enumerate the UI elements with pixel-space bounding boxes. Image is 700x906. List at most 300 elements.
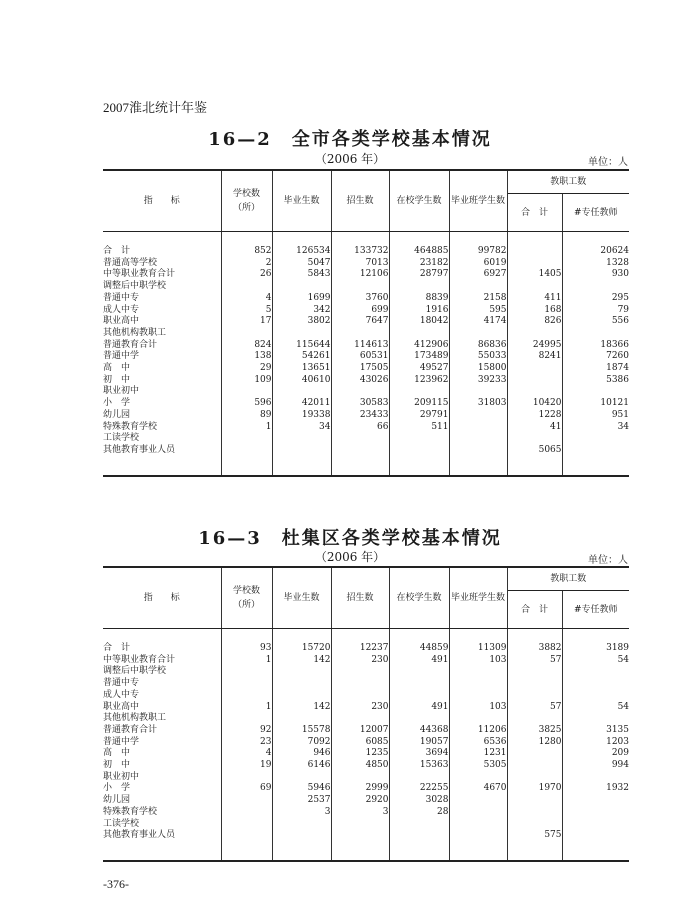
graduates-cell bbox=[272, 819, 331, 831]
enrollment-cell: 23433 bbox=[331, 410, 389, 422]
table-row bbox=[103, 725, 629, 737]
teachers-cell bbox=[562, 713, 629, 725]
grad-class-cell: 86836 bbox=[449, 340, 507, 352]
schools-cell: 4 bbox=[221, 293, 272, 305]
in-school-cell: 29791 bbox=[389, 410, 449, 422]
table-row bbox=[103, 666, 629, 678]
teachers-cell bbox=[562, 281, 629, 293]
graduates-cell: 40610 bbox=[272, 375, 331, 387]
table-row bbox=[103, 748, 629, 760]
schools-cell: 89 bbox=[221, 410, 272, 422]
row-label: 普通高等学校 bbox=[103, 258, 221, 270]
grad-class-cell: 103 bbox=[449, 655, 507, 667]
schools-cell bbox=[221, 678, 272, 690]
staff-total-header: 合 计 bbox=[507, 194, 562, 232]
graduates-cell: 3 bbox=[272, 807, 331, 819]
spacer-cell bbox=[331, 629, 389, 644]
in-school-cell: 3694 bbox=[389, 748, 449, 760]
enrollment-cell: 60531 bbox=[331, 351, 389, 363]
graduates-cell: 342 bbox=[272, 305, 331, 317]
row-label: 其他机构教职工 bbox=[103, 328, 221, 340]
table-row bbox=[103, 340, 629, 352]
spacer-row bbox=[103, 842, 629, 861]
spacer-cell bbox=[331, 232, 389, 247]
graduates-cell: 3802 bbox=[272, 316, 331, 328]
table-row bbox=[103, 795, 629, 807]
staff-total-cell bbox=[507, 258, 562, 270]
grad-class-header: 毕业班学生数 bbox=[449, 170, 507, 232]
graduates-cell bbox=[272, 281, 331, 293]
schools-cell bbox=[221, 819, 272, 831]
grad-class-cell bbox=[449, 713, 507, 725]
grad-class-cell bbox=[449, 422, 507, 434]
in-school-cell bbox=[389, 819, 449, 831]
grad-class-cell: 5305 bbox=[449, 760, 507, 772]
in-school-cell bbox=[389, 386, 449, 398]
enrollment-cell: 12237 bbox=[331, 643, 389, 655]
table-row bbox=[103, 445, 629, 457]
grad-class-cell bbox=[449, 807, 507, 819]
graduates-cell: 13651 bbox=[272, 363, 331, 375]
grad-class-cell: 6927 bbox=[449, 269, 507, 281]
table-row bbox=[103, 246, 629, 258]
spacer-cell bbox=[103, 457, 221, 476]
row-label: 职业高中 bbox=[103, 702, 221, 714]
indicator-header: 指 标 bbox=[103, 170, 221, 232]
grad-class-cell bbox=[449, 772, 507, 784]
graduates-cell: 5946 bbox=[272, 783, 331, 795]
graduates-cell: 15578 bbox=[272, 725, 331, 737]
graduates-header: 毕业生数 bbox=[272, 567, 331, 629]
schools-cell bbox=[221, 772, 272, 784]
table-row bbox=[103, 258, 629, 270]
grad-class-cell: 11206 bbox=[449, 725, 507, 737]
staff-total-cell bbox=[507, 819, 562, 831]
running-header: 2007淮北统计年鉴 bbox=[103, 100, 208, 115]
row-label: 普通中专 bbox=[103, 293, 221, 305]
spacer-cell bbox=[272, 232, 331, 247]
enrollment-cell bbox=[331, 713, 389, 725]
grad-class-cell: 4174 bbox=[449, 316, 507, 328]
enrollment-cell: 230 bbox=[331, 655, 389, 667]
row-label: 职业高中 bbox=[103, 316, 221, 328]
spacer-cell bbox=[449, 629, 507, 644]
spacer-cell bbox=[221, 842, 272, 861]
enrollment-header: 招生数 bbox=[331, 170, 389, 232]
table-row bbox=[103, 830, 629, 842]
staff-total-cell bbox=[507, 375, 562, 387]
enrollment-cell: 17505 bbox=[331, 363, 389, 375]
enrollment-cell bbox=[331, 819, 389, 831]
row-label: 小 学 bbox=[103, 783, 221, 795]
table-row bbox=[103, 702, 629, 714]
table-row bbox=[103, 293, 629, 305]
row-label: 合 计 bbox=[103, 246, 221, 258]
spacer-cell bbox=[389, 232, 449, 247]
grad-class-cell bbox=[449, 433, 507, 445]
table-row bbox=[103, 386, 629, 398]
teachers-cell bbox=[562, 819, 629, 831]
unit-label: 单位：人 bbox=[588, 157, 628, 168]
in-school-cell: 49527 bbox=[389, 363, 449, 375]
in-school-cell bbox=[389, 666, 449, 678]
graduates-cell bbox=[272, 386, 331, 398]
grad-class-cell bbox=[449, 445, 507, 457]
graduates-cell bbox=[272, 690, 331, 702]
teachers-header: #专任教师 bbox=[562, 591, 629, 629]
teachers-cell bbox=[562, 445, 629, 457]
row-label: 工读学校 bbox=[103, 819, 221, 831]
graduates-cell bbox=[272, 678, 331, 690]
graduates-cell bbox=[272, 328, 331, 340]
spacer-cell bbox=[389, 457, 449, 476]
table-title: 16—3 杜集区各类学校基本情况 bbox=[198, 528, 502, 549]
enrollment-cell bbox=[331, 445, 389, 457]
grad-class-cell bbox=[449, 666, 507, 678]
grad-class-cell bbox=[449, 819, 507, 831]
graduates-cell bbox=[272, 433, 331, 445]
schools-cell bbox=[221, 445, 272, 457]
table-row bbox=[103, 433, 629, 445]
staff-total-cell bbox=[507, 795, 562, 807]
enrollment-cell: 66 bbox=[331, 422, 389, 434]
in-school-cell: 28 bbox=[389, 807, 449, 819]
grad-class-cell: 6019 bbox=[449, 258, 507, 270]
schools-cell bbox=[221, 830, 272, 842]
in-school-cell: 19057 bbox=[389, 737, 449, 749]
table-row bbox=[103, 351, 629, 363]
grad-class-cell bbox=[449, 281, 507, 293]
grad-class-cell bbox=[449, 410, 507, 422]
teachers-cell: 556 bbox=[611, 316, 630, 327]
teachers-cell: 20624 bbox=[600, 246, 630, 256]
in-school-cell bbox=[389, 433, 449, 445]
in-school-cell: 123962 bbox=[389, 375, 449, 387]
page-number: -376- bbox=[103, 877, 129, 891]
schools-cell: 26 bbox=[221, 269, 272, 281]
in-school-cell bbox=[389, 281, 449, 293]
row-label: 初 中 bbox=[103, 760, 221, 772]
teachers-cell: 7260 bbox=[606, 351, 630, 362]
spacer-cell bbox=[562, 842, 629, 861]
spacer-cell bbox=[221, 629, 272, 644]
in-school-cell bbox=[389, 328, 449, 340]
enrollment-cell: 30583 bbox=[331, 398, 389, 410]
grad-class-cell: 2158 bbox=[449, 293, 507, 305]
table-row bbox=[103, 737, 629, 749]
grad-class-cell: 4670 bbox=[449, 783, 507, 795]
table-row bbox=[103, 713, 629, 725]
graduates-cell: 1699 bbox=[272, 293, 331, 305]
grad-class-cell: 99782 bbox=[449, 246, 507, 258]
table-row bbox=[103, 375, 629, 387]
row-label: 普通中学 bbox=[103, 351, 221, 363]
row-label: 幼儿园 bbox=[103, 410, 221, 422]
graduates-cell bbox=[272, 830, 331, 842]
spacer-row bbox=[103, 457, 629, 476]
table-row bbox=[103, 316, 629, 328]
staff-total-cell: 168 bbox=[507, 305, 562, 317]
table-body bbox=[103, 232, 629, 476]
in-school-cell: 18042 bbox=[389, 316, 449, 328]
spacer-cell bbox=[507, 842, 562, 861]
in-school-cell: 23182 bbox=[389, 258, 449, 270]
spacer-cell bbox=[272, 457, 331, 476]
grad-class-cell: 6536 bbox=[449, 737, 507, 749]
teachers-cell: 209 bbox=[611, 748, 630, 759]
row-label: 特殊教育学校 bbox=[103, 807, 221, 819]
teachers-cell: 10121 bbox=[600, 398, 630, 409]
schools-cell: 17 bbox=[221, 316, 272, 328]
staff-total-cell: 41 bbox=[507, 422, 562, 434]
enrollment-cell bbox=[331, 433, 389, 445]
schools-header: 学校数（所） bbox=[221, 567, 272, 629]
unit-label: 单位：人 bbox=[588, 555, 628, 566]
teachers-cell: 18366 bbox=[600, 339, 630, 350]
grad-class-cell: 103 bbox=[449, 702, 507, 714]
table-year: （2006 年） bbox=[314, 550, 386, 564]
in-school-header: 在校学生数 bbox=[389, 567, 449, 629]
teachers-cell bbox=[562, 433, 629, 445]
graduates-cell: 34 bbox=[272, 422, 331, 434]
schools-cell: 93 bbox=[221, 643, 272, 655]
enrollment-cell: 7013 bbox=[331, 258, 389, 270]
teachers-cell bbox=[562, 807, 629, 819]
staff-total-cell: 826 bbox=[507, 316, 562, 328]
staff-total-cell: 5065 bbox=[507, 445, 562, 457]
enrollment-cell: 114613 bbox=[331, 340, 389, 352]
in-school-cell: 412906 bbox=[389, 340, 449, 352]
spacer-cell bbox=[507, 457, 562, 476]
graduates-cell: 42011 bbox=[272, 398, 331, 410]
table-row bbox=[103, 690, 629, 702]
enrollment-cell bbox=[331, 690, 389, 702]
staff-total-cell: 1405 bbox=[507, 269, 562, 281]
table-row bbox=[103, 819, 629, 831]
row-label: 其他机构教职工 bbox=[103, 713, 221, 725]
schools-cell: 1 bbox=[221, 655, 272, 667]
in-school-cell: 209115 bbox=[389, 398, 449, 410]
in-school-header: 在校学生数 bbox=[389, 170, 449, 232]
row-label: 成人中专 bbox=[103, 690, 221, 702]
row-label: 调整后中职学校 bbox=[103, 666, 221, 678]
teachers-cell: 3135 bbox=[606, 724, 630, 735]
schools-cell bbox=[221, 690, 272, 702]
teachers-cell: 1874 bbox=[606, 363, 630, 374]
spacer-cell bbox=[103, 629, 221, 644]
in-school-cell bbox=[389, 678, 449, 690]
graduates-cell: 19338 bbox=[272, 410, 331, 422]
spacer-cell bbox=[221, 232, 272, 247]
graduates-cell: 142 bbox=[272, 655, 331, 667]
spacer-cell bbox=[562, 457, 629, 476]
staff-total-cell: 57 bbox=[507, 655, 562, 667]
row-label: 中等职业教育合计 bbox=[103, 269, 221, 281]
in-school-cell: 28797 bbox=[389, 269, 449, 281]
schools-cell: 19 bbox=[221, 760, 272, 772]
graduates-header: 毕业生数 bbox=[272, 170, 331, 232]
in-school-cell bbox=[389, 713, 449, 725]
staff-group-header: 教职工数 bbox=[507, 567, 629, 591]
staff-total-cell bbox=[507, 748, 562, 760]
row-label: 其他教育事业人员 bbox=[103, 445, 221, 457]
grad-class-cell bbox=[449, 678, 507, 690]
schools-cell: 596 bbox=[221, 398, 272, 410]
enrollment-cell: 133732 bbox=[331, 246, 389, 258]
table-year: （2006 年） bbox=[314, 152, 386, 166]
spacer-cell bbox=[389, 842, 449, 861]
statistics-table bbox=[103, 169, 629, 477]
staff-total-cell bbox=[507, 772, 562, 784]
spacer-cell bbox=[389, 629, 449, 644]
enrollment-cell bbox=[331, 281, 389, 293]
staff-total-cell bbox=[507, 678, 562, 690]
row-label: 普通教育合计 bbox=[103, 340, 221, 352]
schools-cell: 2 bbox=[221, 258, 272, 270]
enrollment-cell bbox=[331, 830, 389, 842]
staff-total-cell: 1280 bbox=[507, 737, 562, 749]
spacer-cell bbox=[449, 232, 507, 247]
enrollment-cell: 3760 bbox=[331, 293, 389, 305]
table-row bbox=[103, 760, 629, 772]
spacer-cell bbox=[507, 232, 562, 247]
teachers-cell: 930 bbox=[611, 269, 630, 280]
table-row bbox=[103, 269, 629, 281]
teachers-cell: 295 bbox=[611, 292, 630, 303]
schools-cell: 29 bbox=[221, 363, 272, 375]
staff-total-cell: 1228 bbox=[507, 410, 562, 422]
row-label: 职业初中 bbox=[103, 386, 221, 398]
enrollment-cell bbox=[331, 772, 389, 784]
staff-total-cell: 411 bbox=[507, 293, 562, 305]
in-school-cell: 1916 bbox=[389, 305, 449, 317]
schools-cell: 138 bbox=[221, 351, 272, 363]
grad-class-cell bbox=[449, 795, 507, 807]
enrollment-cell bbox=[331, 666, 389, 678]
spacer-cell bbox=[272, 629, 331, 644]
staff-total-cell bbox=[507, 760, 562, 772]
indicator-header: 指 标 bbox=[103, 567, 221, 629]
in-school-cell: 491 bbox=[389, 702, 449, 714]
grad-class-cell bbox=[449, 830, 507, 842]
in-school-cell: 3028 bbox=[389, 795, 449, 807]
staff-total-cell bbox=[507, 246, 562, 258]
staff-total-cell: 24995 bbox=[507, 340, 562, 352]
staff-total-cell bbox=[507, 690, 562, 702]
in-school-cell: 491 bbox=[389, 655, 449, 667]
schools-cell: 92 bbox=[221, 725, 272, 737]
staff-total-cell: 8241 bbox=[507, 351, 562, 363]
schools-cell bbox=[221, 281, 272, 293]
enrollment-cell: 12007 bbox=[331, 725, 389, 737]
graduates-cell bbox=[272, 713, 331, 725]
table-body bbox=[103, 629, 629, 861]
teachers-cell: 54 bbox=[617, 654, 630, 665]
table-row bbox=[103, 643, 629, 655]
table-row bbox=[103, 422, 629, 434]
graduates-cell: 946 bbox=[272, 748, 331, 760]
grad-class-cell: 11309 bbox=[449, 643, 507, 655]
row-label: 幼儿园 bbox=[103, 795, 221, 807]
in-school-cell: 44859 bbox=[389, 643, 449, 655]
spacer-cell bbox=[331, 457, 389, 476]
schools-cell: 4 bbox=[221, 748, 272, 760]
in-school-cell: 511 bbox=[389, 422, 449, 434]
spacer-row bbox=[103, 232, 629, 247]
staff-total-cell bbox=[507, 281, 562, 293]
staff-total-cell: 3825 bbox=[507, 725, 562, 737]
spacer-cell bbox=[272, 842, 331, 861]
graduates-cell: 5047 bbox=[272, 258, 331, 270]
enrollment-header: 招生数 bbox=[331, 567, 389, 629]
table-row bbox=[103, 678, 629, 690]
teachers-cell: 34 bbox=[617, 421, 630, 432]
schools-cell: 109 bbox=[221, 375, 272, 387]
table-row bbox=[103, 398, 629, 410]
in-school-cell bbox=[389, 445, 449, 457]
enrollment-cell: 7647 bbox=[331, 316, 389, 328]
enrollment-cell bbox=[331, 328, 389, 340]
teachers-cell: 951 bbox=[611, 409, 630, 420]
row-label: 其他教育事业人员 bbox=[103, 830, 221, 842]
in-school-cell: 44368 bbox=[389, 725, 449, 737]
teachers-cell: 3189 bbox=[606, 643, 630, 653]
table-row bbox=[103, 281, 629, 293]
teachers-cell bbox=[562, 678, 629, 690]
grad-class-cell: 31803 bbox=[449, 398, 507, 410]
grad-class-cell: 595 bbox=[449, 305, 507, 317]
staff-total-cell bbox=[507, 328, 562, 340]
grad-class-header: 毕业班学生数 bbox=[449, 567, 507, 629]
spacer-cell bbox=[449, 842, 507, 861]
enrollment-cell: 4850 bbox=[331, 760, 389, 772]
teachers-cell: 1328 bbox=[606, 257, 630, 268]
teachers-cell bbox=[562, 830, 629, 842]
row-label: 初 中 bbox=[103, 375, 221, 387]
schools-cell bbox=[221, 386, 272, 398]
staff-group-header: 教职工数 bbox=[507, 170, 629, 194]
in-school-cell: 173489 bbox=[389, 351, 449, 363]
row-label: 普通中学 bbox=[103, 737, 221, 749]
teachers-cell bbox=[562, 666, 629, 678]
enrollment-cell: 2920 bbox=[331, 795, 389, 807]
spacer-cell bbox=[507, 629, 562, 644]
enrollment-cell: 3 bbox=[331, 807, 389, 819]
schools-cell bbox=[221, 433, 272, 445]
spacer-cell bbox=[562, 232, 629, 247]
teachers-header: #专任教师 bbox=[562, 194, 629, 232]
in-school-cell bbox=[389, 690, 449, 702]
in-school-cell: 15363 bbox=[389, 760, 449, 772]
staff-total-cell bbox=[507, 666, 562, 678]
table-row bbox=[103, 807, 629, 819]
staff-total-cell bbox=[507, 807, 562, 819]
staff-total-cell bbox=[507, 713, 562, 725]
grad-class-cell: 1231 bbox=[449, 748, 507, 760]
teachers-cell bbox=[562, 772, 629, 784]
graduates-cell: 126534 bbox=[272, 246, 331, 258]
schools-cell: 824 bbox=[221, 340, 272, 352]
graduates-cell bbox=[272, 666, 331, 678]
row-label: 特殊教育学校 bbox=[103, 422, 221, 434]
staff-total-cell: 1970 bbox=[507, 783, 562, 795]
enrollment-cell: 43026 bbox=[331, 375, 389, 387]
spacer-cell bbox=[103, 232, 221, 247]
graduates-cell: 54261 bbox=[272, 351, 331, 363]
teachers-cell: 79 bbox=[617, 304, 630, 315]
table-row bbox=[103, 305, 629, 317]
table-title: 16—2 全市各类学校基本情况 bbox=[208, 129, 492, 150]
